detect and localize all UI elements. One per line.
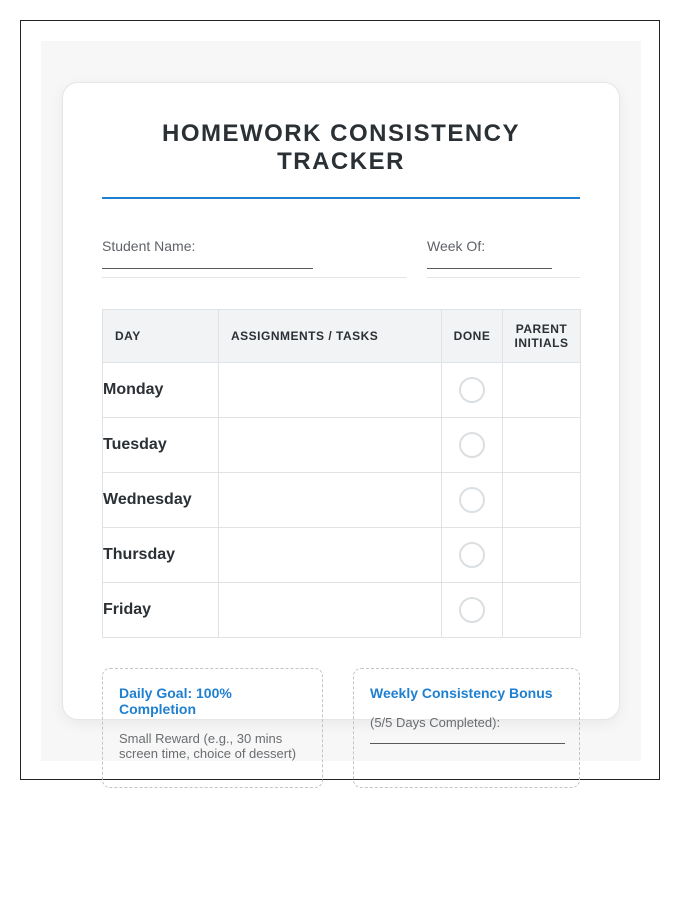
- daily-goal-reward-text: [119, 731, 296, 761]
- student-name-divider: [102, 277, 407, 278]
- table-header-row: [103, 310, 581, 363]
- table-row: [103, 528, 581, 583]
- title-line-1: HOMEWORK CONSISTENCY: [161, 120, 520, 147]
- week-of-label: Week Of:: [427, 238, 486, 254]
- weekly-bonus-box: [353, 668, 580, 788]
- day-cell: Wednesday: [103, 473, 219, 528]
- assignments-cell[interactable]: [219, 528, 442, 583]
- initials-cell[interactable]: [503, 528, 581, 583]
- daily-goal-title-line-1: Daily Goal: 100%: [119, 685, 232, 701]
- initials-cell[interactable]: [503, 473, 581, 528]
- week-of-divider: [427, 277, 580, 278]
- done-checkbox[interactable]: [459, 597, 485, 623]
- done-cell: [442, 528, 503, 583]
- assignments-cell[interactable]: [219, 363, 442, 418]
- student-name-label: Student Name:: [102, 238, 196, 254]
- table-row: [103, 583, 581, 638]
- header-done: DONE: [442, 310, 503, 363]
- title-line-2: TRACKER: [277, 148, 405, 175]
- assignments-cell[interactable]: [219, 473, 442, 528]
- initials-cell[interactable]: [503, 583, 581, 638]
- weekly-bonus-field[interactable]: [370, 743, 565, 744]
- initials-cell[interactable]: [503, 363, 581, 418]
- title-divider: [102, 197, 580, 199]
- day-cell: Thursday: [103, 528, 219, 583]
- done-checkbox[interactable]: [459, 432, 485, 458]
- initials-cell[interactable]: [503, 418, 581, 473]
- table-row: [103, 363, 581, 418]
- weekly-bonus-text: (5/5 Days Completed):: [370, 715, 501, 730]
- header-day: DAY: [103, 310, 219, 363]
- header-parent-initials: [503, 310, 581, 363]
- table-row: [103, 418, 581, 473]
- page-title: [102, 120, 580, 176]
- daily-reward-line-1: Small Reward (e.g., 30 mins: [119, 731, 283, 746]
- student-name-field[interactable]: [102, 268, 313, 269]
- table-row: [103, 473, 581, 528]
- done-checkbox[interactable]: [459, 377, 485, 403]
- daily-goal-title: [119, 685, 232, 717]
- done-cell: [442, 363, 503, 418]
- header-parent-line: PARENT: [515, 322, 568, 336]
- done-checkbox[interactable]: [459, 542, 485, 568]
- day-cell: Tuesday: [103, 418, 219, 473]
- done-cell: [442, 418, 503, 473]
- done-cell: [442, 583, 503, 638]
- day-cell: Monday: [103, 363, 219, 418]
- daily-reward-line-2: screen time, choice of dessert): [119, 746, 297, 761]
- assignments-cell[interactable]: [219, 418, 442, 473]
- day-cell: Friday: [103, 583, 219, 638]
- weekly-bonus-title: Weekly Consistency Bonus: [370, 685, 553, 701]
- daily-goal-title-line-2: Completion: [119, 701, 196, 717]
- homework-table: [102, 309, 581, 638]
- week-of-field[interactable]: [427, 268, 552, 269]
- assignments-cell[interactable]: [219, 583, 442, 638]
- done-cell: [442, 473, 503, 528]
- header-initials-line: INITIALS: [514, 336, 569, 350]
- done-checkbox[interactable]: [459, 487, 485, 513]
- daily-goal-box: [102, 668, 323, 788]
- header-assignments: ASSIGNMENTS / TASKS: [219, 310, 442, 363]
